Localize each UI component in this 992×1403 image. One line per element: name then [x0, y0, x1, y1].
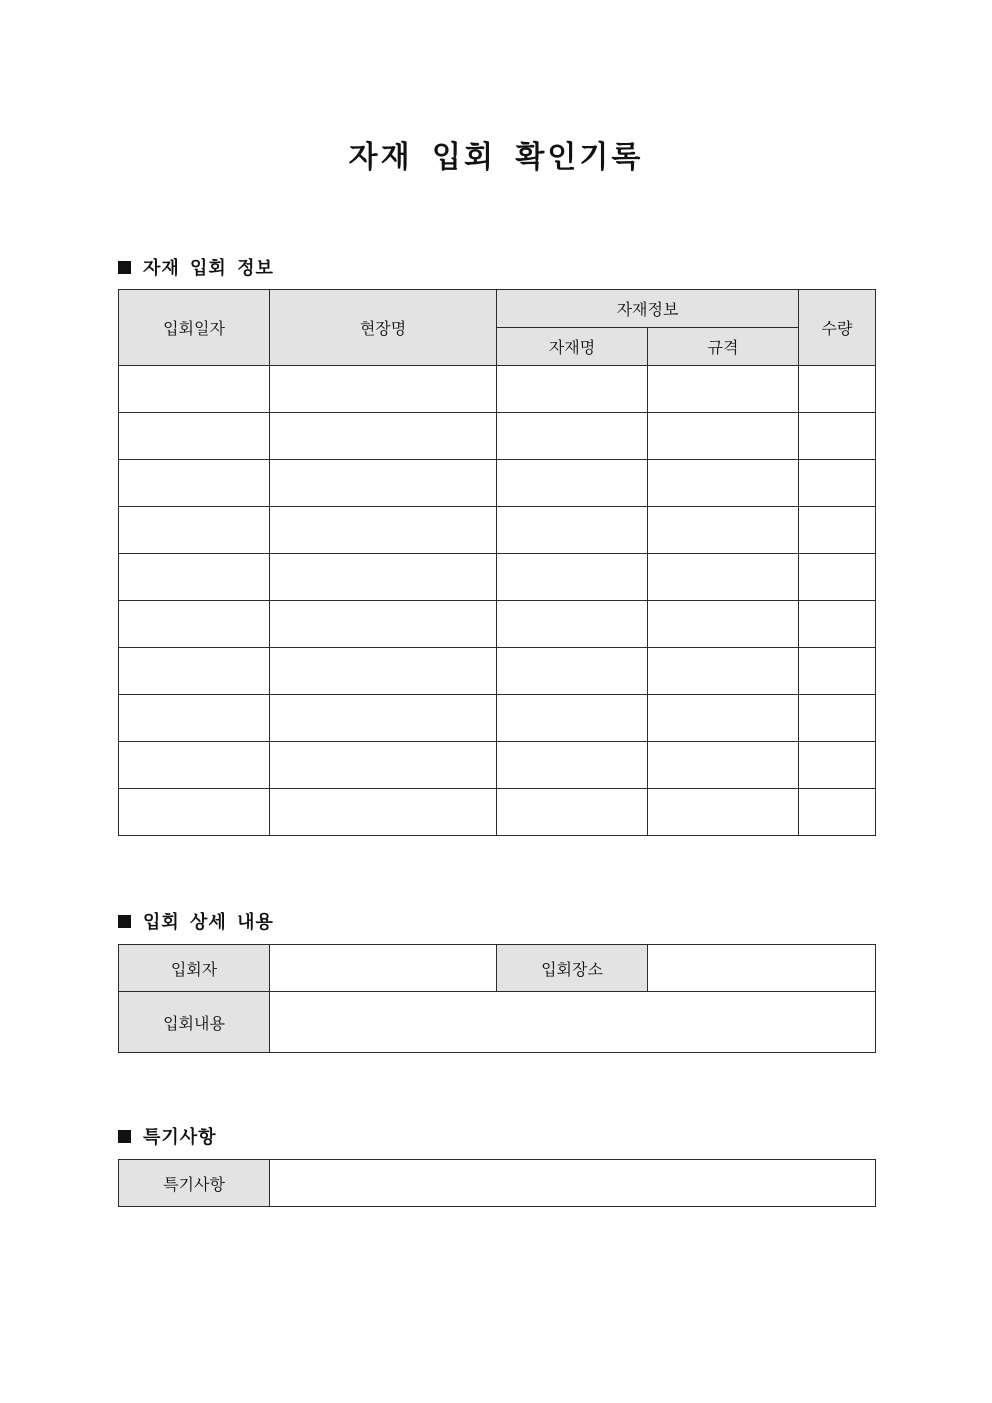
table-row: [119, 992, 876, 1053]
cell-material-name[interactable]: [497, 742, 648, 789]
table-row: [119, 366, 876, 413]
table-row: [119, 554, 876, 601]
cell-spec[interactable]: [648, 789, 799, 836]
square-icon: [118, 915, 131, 928]
cell-date[interactable]: [119, 507, 270, 554]
cell-material-name[interactable]: [497, 601, 648, 648]
section-heading-label: 자재 입회 정보: [143, 258, 274, 279]
cell-quantity[interactable]: [799, 507, 876, 554]
cell-material-name[interactable]: [497, 507, 648, 554]
section-heading-inspection-detail: [118, 908, 274, 934]
cell-quantity[interactable]: [799, 789, 876, 836]
page-title: 자재 입회 확인기록: [348, 140, 644, 175]
location-field[interactable]: [648, 945, 876, 992]
cell-material-name[interactable]: [497, 789, 648, 836]
cell-spec[interactable]: [648, 507, 799, 554]
column-header-date: 입회일자: [119, 290, 270, 366]
cell-date[interactable]: [119, 789, 270, 836]
cell-quantity[interactable]: [799, 413, 876, 460]
table-header-row: [119, 290, 876, 328]
cell-material-name[interactable]: [497, 554, 648, 601]
table-row: [119, 945, 876, 992]
table-row: [119, 742, 876, 789]
square-icon: [118, 1130, 131, 1143]
cell-date[interactable]: [119, 742, 270, 789]
cell-material-name[interactable]: [497, 648, 648, 695]
table-row: [119, 507, 876, 554]
cell-date[interactable]: [119, 460, 270, 507]
cell-quantity[interactable]: [799, 366, 876, 413]
cell-quantity[interactable]: [799, 554, 876, 601]
section-heading-label: 특기사항: [143, 1127, 217, 1148]
cell-site[interactable]: [270, 648, 497, 695]
cell-date[interactable]: [119, 413, 270, 460]
table-row: [119, 648, 876, 695]
cell-material-name[interactable]: [497, 413, 648, 460]
table-row: [119, 789, 876, 836]
column-header-site: 현장명: [270, 290, 497, 366]
cell-quantity[interactable]: [799, 742, 876, 789]
cell-date[interactable]: [119, 554, 270, 601]
cell-spec[interactable]: [648, 413, 799, 460]
cell-material-name[interactable]: [497, 695, 648, 742]
table-row: [119, 460, 876, 507]
cell-site[interactable]: [270, 695, 497, 742]
cell-material-name[interactable]: [497, 366, 648, 413]
cell-site[interactable]: [270, 742, 497, 789]
cell-site[interactable]: [270, 413, 497, 460]
content-field[interactable]: [270, 992, 876, 1053]
cell-site[interactable]: [270, 554, 497, 601]
column-header-material-name: 자재명: [497, 328, 648, 366]
cell-spec[interactable]: [648, 601, 799, 648]
material-info-table: [118, 289, 876, 836]
remarks-field[interactable]: [270, 1160, 876, 1207]
cell-date[interactable]: [119, 648, 270, 695]
cell-site[interactable]: [270, 460, 497, 507]
cell-spec[interactable]: [648, 366, 799, 413]
table-row: [119, 601, 876, 648]
cell-spec[interactable]: [648, 460, 799, 507]
cell-site[interactable]: [270, 366, 497, 413]
inspection-detail-table: [118, 944, 876, 1053]
section-heading-label: 입회 상세 내용: [143, 912, 274, 933]
table-row: [119, 695, 876, 742]
inspector-field[interactable]: [270, 945, 497, 992]
column-header-material-info: 자재정보: [497, 290, 799, 328]
column-header-quantity: 수량: [799, 290, 876, 366]
section-heading-material-info: [118, 254, 274, 280]
cell-spec[interactable]: [648, 554, 799, 601]
column-header-spec: 규격: [648, 328, 799, 366]
cell-site[interactable]: [270, 789, 497, 836]
cell-date[interactable]: [119, 695, 270, 742]
table-row: [119, 1160, 876, 1207]
inspector-label: 입회자: [119, 945, 270, 992]
cell-date[interactable]: [119, 601, 270, 648]
remarks-label: 특기사항: [119, 1160, 270, 1207]
cell-date[interactable]: [119, 366, 270, 413]
section-heading-remarks: [118, 1123, 217, 1149]
cell-quantity[interactable]: [799, 648, 876, 695]
table-row: [119, 413, 876, 460]
cell-material-name[interactable]: [497, 460, 648, 507]
cell-quantity[interactable]: [799, 460, 876, 507]
material-table-body: [119, 366, 876, 836]
cell-site[interactable]: [270, 507, 497, 554]
cell-spec[interactable]: [648, 695, 799, 742]
cell-site[interactable]: [270, 601, 497, 648]
cell-quantity[interactable]: [799, 601, 876, 648]
cell-spec[interactable]: [648, 648, 799, 695]
location-label: 입회장소: [497, 945, 648, 992]
remarks-table: [118, 1159, 876, 1207]
cell-quantity[interactable]: [799, 695, 876, 742]
square-icon: [118, 261, 131, 274]
cell-spec[interactable]: [648, 742, 799, 789]
content-label: 입회내용: [119, 992, 270, 1053]
